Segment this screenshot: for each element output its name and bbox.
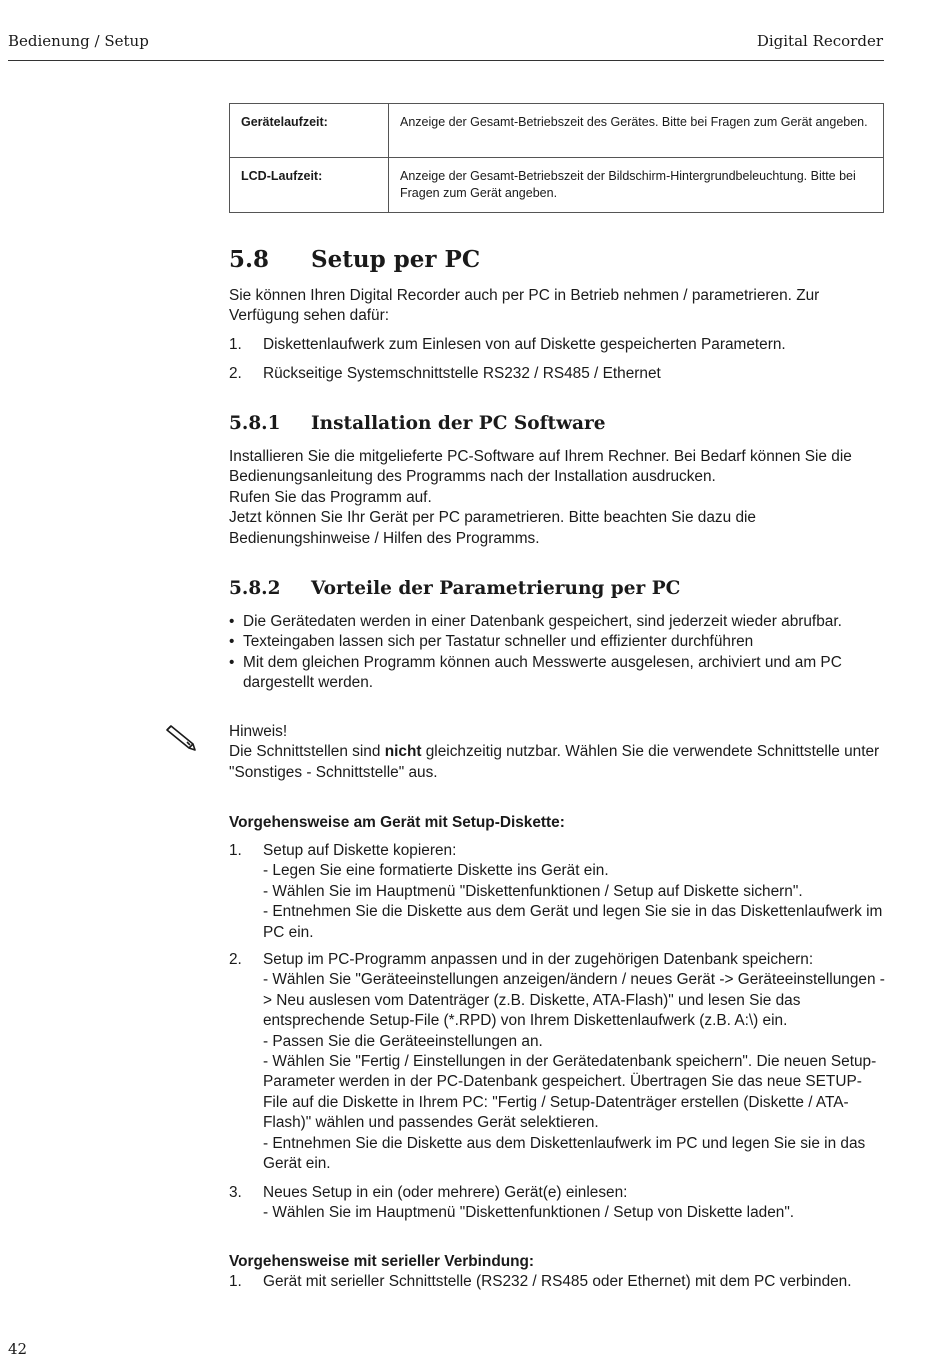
step-line: - Wählen Sie "Geräteeinstellungen anzeigen/ändern / neues Gerät -> Geräteeinstellungen -> Neu auslesen vom Datenträger (z.B. Diskette, ATA-Flash)" und lesen Sie das entsprechende Setup-File (*.RPD) von Ihrem Diskettenlaufwerk (z.B. A:\) ein. — [263, 971, 885, 1030]
section-heading-5-8-2 — [229, 578, 680, 599]
section-heading-5-8 — [229, 246, 480, 273]
section-title: Vorteile der Parametrierung per PC — [311, 578, 681, 599]
step-line: - Wählen Sie im Hauptmenü "Diskettenfunktionen / Setup von Diskette laden". — [263, 1204, 795, 1222]
section-5-8-1-body — [229, 447, 885, 549]
list-text: Die Gerätedaten werden in einer Datenbank gespeichert, sind jederzeit wieder abrufbar. — [243, 613, 842, 630]
procedure-step — [229, 1272, 885, 1292]
list-number: 2. — [229, 365, 242, 382]
section-title: Installation der PC Software — [311, 413, 606, 434]
procedure-disk-heading: Vorgehensweise am Gerät mit Setup-Diskette: — [229, 814, 565, 831]
step-line: - Passen Sie die Geräteeinstellungen an. — [263, 1032, 543, 1050]
list-item — [229, 612, 885, 632]
table-row — [230, 104, 884, 158]
table-value: Anzeige der Gesamt-Betriebszeit der Bildschirm-Hintergrundbeleuchtung. Bitte bei Fragen zum Gerät angeben. — [389, 158, 884, 213]
note-text — [229, 742, 885, 783]
list-number: 1. — [229, 336, 242, 353]
step-number: 1. — [229, 1273, 242, 1290]
table-key: Gerätelaufzeit: — [230, 104, 389, 158]
pencil-icon — [163, 724, 203, 754]
step-number: 3. — [229, 1184, 242, 1201]
page-number: 42 — [8, 1340, 28, 1358]
procedure-step — [229, 950, 885, 1174]
table-value: Anzeige der Gesamt-Betriebszeit des Gerätes. Bitte bei Fragen zum Gerät angeben. — [389, 104, 884, 158]
step-line: Gerät mit serieller Schnittstelle (RS232 / RS485 oder Ethernet) mit dem PC verbinden. — [263, 1273, 852, 1290]
list-text: Texteingaben lassen sich per Tastatur schneller und effizienter durchführen — [243, 633, 754, 651]
section-heading-5-8-1 — [229, 413, 606, 434]
list-text: Mit dem gleichen Programm können auch Messwerte ausgelesen, archiviert und am PC dargestellt werden. — [243, 653, 842, 692]
parameter-table — [229, 103, 884, 213]
procedure-serial-heading: Vorgehensweise mit serieller Verbindung: — [229, 1253, 535, 1270]
section-5-8-intro: Sie können Ihren Digital Recorder auch per PC in Betrieb nehmen / parametrieren. Zur Verfügung sehen dafür: — [229, 287, 820, 325]
procedure-step — [229, 1183, 885, 1224]
list-item — [229, 335, 885, 355]
note-text-part: Die Schnittstellen sind — [229, 743, 385, 761]
step-line: Setup im PC-Programm anpassen und in der zugehörigen Datenbank speichern: — [263, 951, 814, 968]
bullet: • — [229, 613, 235, 630]
step-line: Setup auf Diskette kopieren: — [263, 842, 457, 859]
bullet: • — [229, 653, 235, 671]
section-number: 5.8 — [229, 246, 270, 273]
section-title: Setup per PC — [311, 246, 481, 273]
list-text: Rückseitige Systemschnittstelle RS232 / RS485 / Ethernet — [263, 365, 661, 382]
step-line: - Wählen Sie "Fertig / Einstellungen in der Gerätedatenbank speichern". Die neuen Setup-Parameter werden in der PC-Datenbank gespeichert. Übertragen Sie das neue SETUP-File auf die Diskette in Ihrem PC: "Fertig / Setup-Datenträger erstellen (Diskette / ATA-Flash)" wählen und passendes Gerät selektieren. — [263, 1053, 877, 1132]
step-number: 1. — [229, 842, 242, 859]
table-key: LCD-Laufzeit: — [230, 158, 389, 213]
bullet: • — [229, 633, 235, 651]
section-number: 5.8.2 — [229, 578, 281, 599]
list-text: Diskettenlaufwerk zum Einlesen von auf Diskette gespeicherten Parametern. — [263, 336, 786, 353]
paragraph: Rufen Sie das Programm auf. — [229, 488, 432, 506]
list-item — [229, 632, 885, 652]
step-line: - Wählen Sie im Hauptmenü "Diskettenfunktionen / Setup auf Diskette sichern". — [263, 882, 803, 900]
step-line: Neues Setup in ein (oder mehrere) Gerät(e) einlesen: — [263, 1184, 628, 1201]
bullet-list — [229, 612, 885, 694]
paragraph: Jetzt können Sie Ihr Gerät per PC parametrieren. Bitte beachten Sie dazu die Bedienungshinweise / Hilfen des Programms. — [229, 509, 756, 547]
note-text-part: gleichzeitig nutzbar. Wählen Sie die verwendete Schnittstelle unter "Sonstiges - Schnittstelle" aus. — [229, 743, 880, 781]
step-line: - Entnehmen Sie die Diskette aus dem Diskettenlaufwerk im PC und legen Sie sie in das Gerät ein. — [263, 1134, 866, 1173]
header-section-title: Bedienung / Setup — [8, 32, 149, 50]
list-item — [229, 364, 885, 384]
note-emphasis: nicht — [384, 743, 422, 761]
paragraph: Installieren Sie die mitgelieferte PC-Software auf Ihrem Rechner. Bei Bedarf können Sie die Bedienungsanleitung des Programms nach der Installation ausdrucken. — [229, 448, 852, 486]
list-item — [229, 653, 885, 694]
step-line: - Entnehmen Sie die Diskette aus dem Gerät und legen Sie sie in das Diskettenlaufwerk im PC ein. — [263, 903, 883, 941]
table-row — [230, 158, 884, 213]
step-line: - Legen Sie eine formatierte Diskette ins Gerät ein. — [263, 862, 609, 880]
procedure-step — [229, 841, 885, 943]
note-box — [229, 722, 885, 783]
section-number: 5.8.1 — [229, 413, 281, 434]
header-divider — [8, 60, 884, 61]
step-number: 2. — [229, 951, 242, 968]
header-document-title: Digital Recorder — [756, 32, 883, 50]
note-title: Hinweis! — [229, 723, 288, 740]
